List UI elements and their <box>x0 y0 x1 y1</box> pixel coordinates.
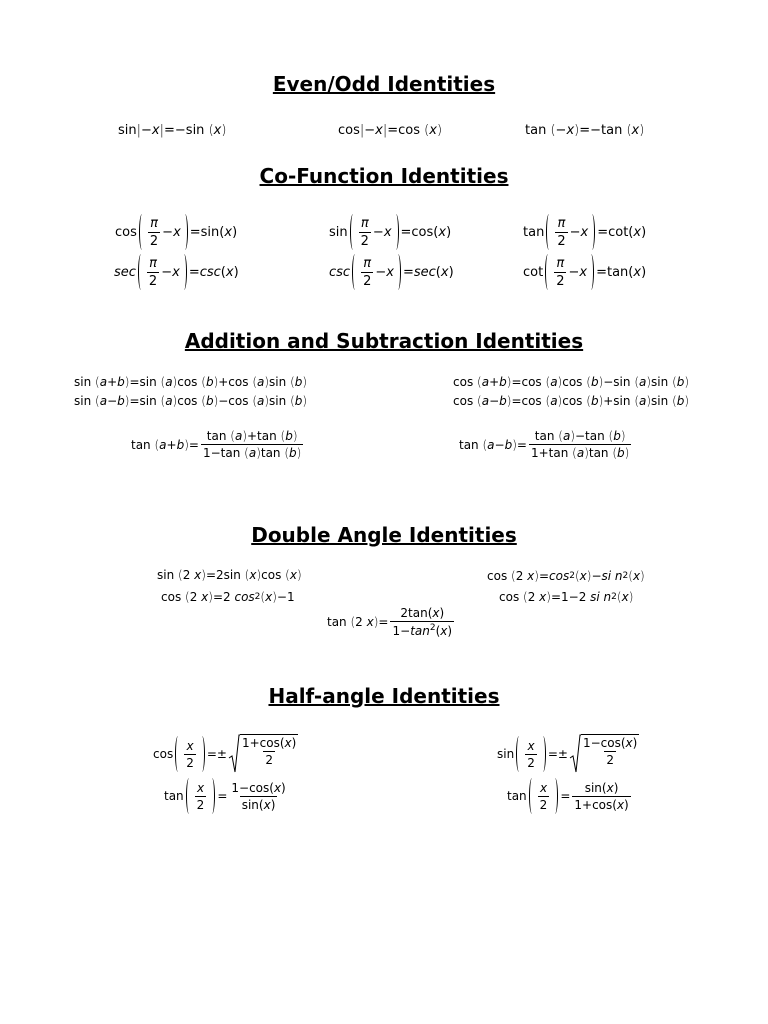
equation-tan-difference: tan ( a − b ) = $\frac{\tan (a)-\tan (b)}{1+\tan (a)\tan (b)}$ <box>459 429 630 460</box>
equation-sin-half: sin $\frac{x}{2}$ =± $\frac{1-\cos(x)}{2}$ <box>497 734 639 774</box>
radical-icon <box>228 734 240 774</box>
equation-cos-cofunction: cos $\frac{\pi}{2}$ − x =sin( x ) <box>115 215 238 249</box>
equation-sin-even-odd: sin | − x | =−sin ( x ) <box>118 123 227 138</box>
title-co-function: Co-Function Identities <box>259 164 509 188</box>
title-double-angle: Double Angle Identities <box>251 523 517 547</box>
title-half-angle: Half-angle Identities <box>268 684 500 708</box>
equation-tan-half-cos: tan $\frac{x}{2}$ = $\frac{1-\cos(x)}{\sin(x)}$ <box>164 778 290 814</box>
equation-cot-cofunction: cot $\frac{\pi}{2}$ − x =tan( x ) <box>523 255 647 289</box>
equation-cos-double-cos: cos ( 2 x ) =2 cos 2 ( x ) −1 <box>161 590 295 604</box>
title-addition-subtraction: Addition and Subtraction Identities <box>184 329 584 353</box>
equation-cos-difference: cos ( a − b ) =cos ( a ) cos ( b ) +sin ( a ) sin ( b ) <box>453 394 690 408</box>
equation-cos-half: cos $\frac{x}{2}$ =± $\frac{1+\cos(x)}{2}$ <box>153 734 298 774</box>
equation-tan-cofunction: tan $\frac{\pi}{2}$ − x =cot( x ) <box>523 215 647 249</box>
equation-tan-double: tan ( 2 x ) = $\frac{2\tan(x)}{1-\tan^2(x)}$ <box>327 606 453 638</box>
equation-cos-double: cos ( 2 x ) = cos 2 ( x ) − si n 2 ( x ) <box>487 569 645 583</box>
equation-sec-cofunction: sec $\frac{\pi}{2}$ − x = csc ( x ) <box>114 255 239 289</box>
equation-csc-cofunction: csc $\frac{\pi}{2}$ − x = sec ( x ) <box>329 255 454 289</box>
equation-tan-half-sin: tan $\frac{x}{2}$ = $\frac{\sin(x)}{1+\cos(x)}$ <box>507 778 633 814</box>
equation-sin-sum: sin ( a + b ) =sin ( a ) cos ( b ) +cos ( a ) sin ( b ) <box>74 375 308 389</box>
equation-cos-double-sin: cos ( 2 x ) =1−2 si n 2 ( x ) <box>499 590 634 604</box>
equation-cos-sum: cos ( a + b ) =cos ( a ) cos ( b ) −sin ( a ) sin ( b ) <box>453 375 690 389</box>
equation-tan-even-odd: tan ( − x ) =−tan ( x ) <box>525 123 645 138</box>
equation-tan-sum: tan ( a + b ) = $\frac{\tan (a)+\tan (b)}{1-\tan (a)\tan (b)}$ <box>131 429 302 460</box>
equation-sin-difference: sin ( a − b ) =sin ( a ) cos ( b ) −cos ( a ) sin ( b ) <box>74 394 308 408</box>
equation-cos-even-odd: cos | − x | =cos ( x ) <box>338 123 443 138</box>
equation-sin-double: sin ( 2 x ) =2sin ( x ) cos ( x ) <box>157 568 302 582</box>
equation-sin-cofunction: sin $\frac{\pi}{2}$ − x =cos( x ) <box>329 215 452 249</box>
radical-icon <box>569 734 581 774</box>
title-even-odd: Even/Odd Identities <box>272 72 496 96</box>
